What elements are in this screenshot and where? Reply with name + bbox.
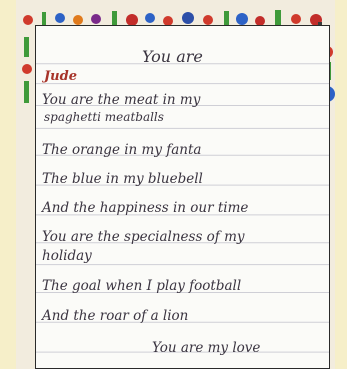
poem-line-1: You are the meat in my xyxy=(42,92,201,108)
orange-icon xyxy=(73,15,83,25)
poem-line-6: You are the specialness of my xyxy=(42,229,245,245)
green-stem-icon xyxy=(42,12,46,26)
blue-berry-icon xyxy=(55,13,65,23)
green-stalk-icon xyxy=(24,37,29,57)
plum-icon xyxy=(182,12,194,24)
poem-line-2: spaghetti meatballs xyxy=(44,110,164,124)
purple-grape-icon xyxy=(91,14,101,24)
poem-line-4: The blue in my bluebell xyxy=(42,171,203,187)
cherry-icon xyxy=(203,15,213,25)
radish-icon xyxy=(291,14,301,24)
blue-fruit-icon xyxy=(236,13,248,25)
blueberry-icon xyxy=(145,13,155,23)
lined-paper xyxy=(35,25,330,369)
poem-line-9: And the roar of a lion xyxy=(42,308,189,324)
red-fruit-icon xyxy=(23,15,33,25)
poem-author: Jude xyxy=(44,69,77,84)
poem-line-3: The orange in my fanta xyxy=(42,142,202,158)
poem-line-7: holiday xyxy=(42,248,92,264)
poem-title: You are xyxy=(142,47,203,66)
poem-line-5: And the happiness in our time xyxy=(42,200,249,216)
poem-line-8: The goal when I play football xyxy=(42,278,242,294)
red-berry-icon xyxy=(22,64,32,74)
green-bean-icon xyxy=(24,81,29,103)
poem-line-10: You are my love xyxy=(152,340,261,356)
green-leaf-icon xyxy=(112,11,117,26)
